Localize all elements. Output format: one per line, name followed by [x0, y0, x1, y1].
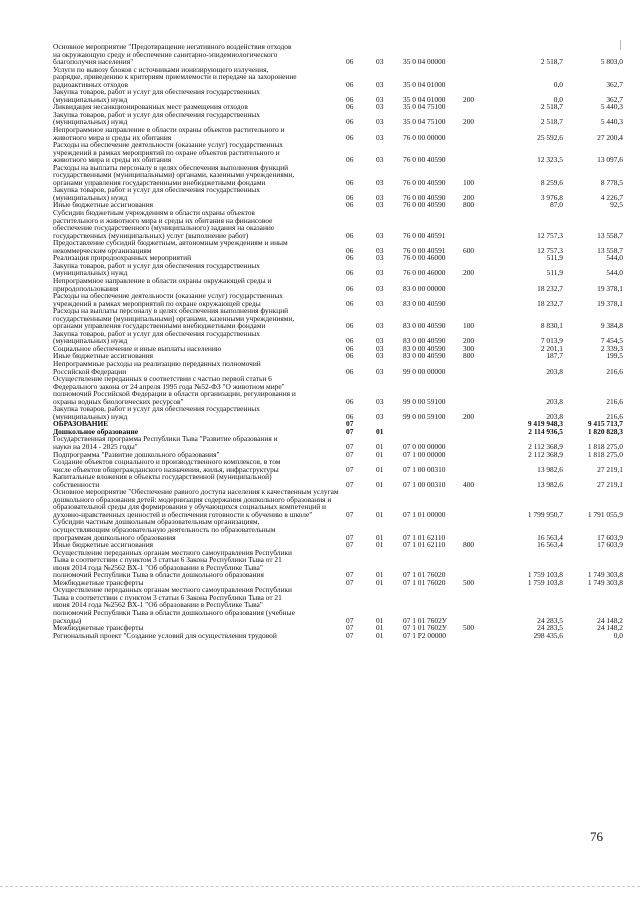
row-value-year2: 13 097,6 [597, 155, 623, 165]
row-section: 07 [346, 426, 354, 436]
row-subsection: 03 [376, 283, 384, 293]
row-target-article: 76 0 00 46000 [403, 253, 446, 263]
row-value-year1: 13 982,6 [537, 479, 563, 489]
row-value-year2: 9 384,8 [600, 321, 623, 331]
table-row [53, 307, 623, 330]
row-target-article: 35 0 04 01000 [403, 94, 446, 104]
row-section: 06 [346, 298, 354, 308]
row-name: Непрограммное направление в области охраны объектов растительного и животного мира и среды их обитания [53, 125, 285, 142]
row-target-article: 76 0 00 40591 [403, 245, 446, 255]
row-value-year2: 544,0 [606, 253, 623, 263]
row-subsection: 03 [376, 57, 384, 67]
row-target-article: 07 1 00 00310 [403, 464, 446, 474]
row-target-article: 07 1 00 00000 [403, 449, 446, 459]
row-section: 06 [346, 245, 354, 255]
row-value-year1: 0,0 [553, 79, 563, 89]
row-section: 07 [346, 532, 354, 542]
table-row [53, 488, 623, 518]
row-value-year2: 1 820 828,3 [587, 426, 623, 436]
row-section: 06 [346, 177, 354, 187]
row-name: Иные бюджетные ассигнования [53, 540, 154, 550]
table-row [53, 186, 623, 201]
row-subsection: 01 [376, 623, 384, 633]
row-value-year1: 187,7 [546, 351, 563, 361]
row-section: 06 [346, 155, 354, 165]
row-section: 06 [346, 411, 354, 421]
row-target-article: 07 1 00 00310 [403, 479, 446, 489]
row-expense-type: 200 [463, 268, 475, 278]
row-target-article: 07 1 01 62110 [403, 532, 446, 542]
row-subsection: 01 [376, 570, 384, 580]
row-value-year2: 1 818 275,0 [587, 441, 623, 451]
row-value-year2: 0,0 [613, 630, 623, 640]
row-expense-type: 100 [463, 177, 475, 187]
row-section: 06 [346, 200, 354, 210]
row-value-year1: 2 112 368,9 [528, 441, 563, 451]
row-section: 07 [346, 570, 354, 580]
row-value-year1: 13 982,6 [537, 464, 563, 474]
table-row [53, 88, 623, 103]
row-expense-type: 400 [463, 479, 475, 489]
row-value-year1: 203,8 [546, 396, 563, 406]
row-value-year2: 19 378,1 [597, 283, 623, 293]
row-section: 07 [346, 449, 354, 459]
row-value-year2: 27 219,1 [597, 464, 623, 474]
row-subsection: 01 [376, 540, 384, 550]
table-row [53, 375, 623, 405]
footer-divider [0, 886, 640, 887]
row-expense-type: 300 [463, 343, 475, 353]
table-row [53, 518, 623, 541]
row-name: Закупка товаров, работ и услуг для обеспечения государственных (муниципальных) нужд [53, 109, 260, 127]
row-subsection: 01 [376, 464, 384, 474]
row-subsection: 03 [376, 245, 384, 255]
row-value-year1: 12 323,5 [537, 155, 563, 165]
row-subsection: 03 [376, 132, 384, 142]
row-value-year2: 1 749 303,8 [587, 570, 623, 580]
row-subsection: 03 [376, 366, 384, 376]
row-value-year2: 199,5 [606, 351, 623, 361]
row-section: 07 [346, 419, 354, 429]
table-row [53, 435, 623, 450]
table-row [53, 66, 623, 89]
row-section: 07 [346, 479, 354, 489]
row-value-year1: 87,0 [550, 200, 563, 210]
row-value-year2: 4 226,7 [600, 192, 623, 202]
row-name: Предоставление субсидий бюджетным, автономным учреждениям и иным некоммерческим организациям [53, 238, 288, 255]
row-subsection: 01 [376, 449, 384, 459]
row-name: Межбюджетные трансферты [53, 623, 144, 633]
row-target-article: 83 0 00 40590 [403, 321, 446, 331]
row-subsection: 01 [376, 577, 384, 587]
row-name: Дошкольное образование [53, 426, 139, 436]
row-name: Основное мероприятие "Обеспечение равного доступа населения к качественным услугам дошкольного образования детей: модернизация содержания дошкольного образования и образовательной среды для формирования у обучающихся социальных компетенций и духовно-нравственных ценностей и обеспечения готовности к обучению в школе" [53, 487, 339, 519]
table-row [53, 111, 623, 126]
row-target-article: 76 0 00 46000 [403, 268, 446, 278]
row-section: 06 [346, 283, 354, 293]
row-name: Закупка товаров, работ и услуг для обеспечения государственных (муниципальных) нужд [53, 87, 260, 104]
row-value-year1: 18 232,7 [537, 283, 563, 293]
table-row [53, 141, 623, 164]
row-expense-type: 500 [463, 623, 475, 633]
row-target-article: 35 0 04 75100 [403, 102, 446, 112]
row-subsection: 03 [376, 230, 384, 240]
row-value-year1: 298 435,6 [533, 630, 563, 640]
row-value-year2: 216,6 [606, 396, 623, 406]
row-subsection: 03 [376, 253, 384, 263]
row-section: 06 [346, 396, 354, 406]
row-subsection: 03 [376, 298, 384, 308]
row-value-year1: 2 518,7 [540, 102, 563, 112]
row-name: Расходы на обеспечение деятельности (оказание услуг) государственных учреждений в рамках мероприятий по охране объектов растительного и животного мира и среды их обитания [53, 140, 284, 165]
row-subsection: 03 [376, 396, 384, 406]
row-value-year2: 17 603,9 [597, 540, 623, 550]
row-value-year1: 2 112 368,9 [528, 449, 563, 459]
row-value-year2: 24 148,2 [597, 623, 623, 633]
row-subsection: 03 [376, 177, 384, 187]
row-name: Создание объектов социального и производственного комплексов, в том числе объектов общегражданского назначения, жилья, инфраструктуры [53, 457, 281, 474]
row-subsection: 03 [376, 321, 384, 331]
row-target-article: 83 0 00 40590 [403, 336, 446, 346]
page-number: 76 [590, 829, 603, 844]
row-subsection: 03 [376, 343, 384, 353]
row-value-year1: 12 757,3 [537, 230, 563, 240]
row-target-article: 83 0 00 40590 [403, 298, 446, 308]
row-value-year1: 3 976,8 [540, 192, 563, 202]
row-subsection: 03 [376, 79, 384, 89]
row-subsection: 01 [376, 630, 384, 640]
table-row [53, 330, 623, 345]
row-section: 06 [346, 94, 354, 104]
row-subsection: 03 [376, 155, 384, 165]
row-section: 06 [346, 192, 354, 202]
row-value-year1: 0,0 [553, 94, 563, 104]
row-value-year2: 19 378,1 [597, 298, 623, 308]
row-subsection: 03 [376, 102, 384, 112]
row-section: 07 [346, 464, 354, 474]
row-value-year2: 1 818 275,0 [587, 449, 623, 459]
row-value-year2: 216,6 [606, 366, 623, 376]
row-name: Осуществление переданных органам местного самоуправления Республики Тыва в соответствии с пунктом 3 статьи 6 Закона Республики Тыва от 21 июня 2014 года №2562 ВХ-1 "Об образовании в Республике Тыва" полномочий Республики Тыва в области дошкольного образования [53, 547, 292, 580]
row-target-article: 83 0 00 40590 [403, 343, 446, 353]
row-subsection: 01 [376, 509, 384, 519]
row-expense-type: 200 [463, 336, 475, 346]
table-row [53, 458, 623, 473]
row-section: 06 [346, 366, 354, 376]
row-subsection: 01 [376, 441, 384, 451]
row-value-year2: 2 339,3 [600, 343, 623, 353]
row-name: Закупка товаров, работ и услуг для обеспечения государственных (муниципальных) нужд [53, 260, 260, 278]
table-row [53, 586, 623, 624]
row-section: 07 [346, 630, 354, 640]
row-name: Субсидии частным дошкольным образовательным организациям, осуществляющим образовательную деятельность по образовательным программам дошкольного образования [53, 517, 276, 542]
row-name: Услуги по вывозу блоков с источниками ионизирующего излучения, разрядке, приведению к критериям приемлемости и передаче на захоронение радиоактивных отходов [53, 64, 297, 89]
row-name: Расходы на выплаты персоналу в целях обеспечения выполнения функций государственными (муниципальными) органами, казенными учреждениями, органами управления государственными внебюджетными фондами [53, 306, 295, 331]
row-value-year2: 362,7 [606, 94, 623, 104]
row-value-year2: 1 791 055,9 [587, 509, 623, 519]
row-section: 07 [346, 441, 354, 451]
table-row [53, 360, 623, 375]
row-target-article: 83 0 00 40590 [403, 351, 446, 361]
row-name: Основное мероприятие "Предотвращение негативного воздействия отходов на окружающую среду и обеспечение санитарно-эпидемиологического благополучия населения" [53, 42, 292, 67]
row-section: 07 [346, 615, 354, 625]
table-row [53, 632, 623, 640]
row-name: ОБРАЗОВАНИЕ [53, 419, 109, 429]
row-section: 06 [346, 79, 354, 89]
row-value-year1: 1 759 103,8 [527, 577, 563, 587]
row-section: 06 [346, 132, 354, 142]
row-name: Иные бюджетные ассигнования [53, 200, 154, 210]
row-value-year2: 544,0 [606, 268, 623, 278]
row-target-article: 99 0 00 59100 [403, 411, 446, 421]
table-row [53, 43, 623, 66]
row-value-year1: 2 201,1 [540, 343, 563, 353]
row-subsection: 03 [376, 411, 384, 421]
row-value-year1: 8 830,1 [540, 321, 563, 331]
row-subsection: 01 [376, 479, 384, 489]
row-expense-type: 800 [463, 200, 475, 210]
row-value-year1: 16 563,4 [537, 540, 563, 550]
row-value-year1: 203,8 [546, 411, 563, 421]
row-subsection: 03 [376, 192, 384, 202]
row-value-year2: 92,5 [610, 200, 623, 210]
row-value-year1: 511,9 [546, 253, 563, 263]
row-section: 06 [346, 57, 354, 67]
table-row [53, 262, 623, 277]
table-row [53, 239, 623, 254]
row-expense-type: 600 [463, 245, 475, 255]
row-value-year1: 18 232,7 [537, 298, 563, 308]
row-value-year2: 24 148,2 [597, 615, 623, 625]
row-value-year1: 1 799 950,7 [527, 509, 563, 519]
row-value-year1: 24 283,5 [537, 623, 563, 633]
row-expense-type: 200 [463, 192, 475, 202]
row-subsection: 03 [376, 200, 384, 210]
row-target-article: 76 0 00 40590 [403, 177, 446, 187]
row-value-year1: 16 563,4 [537, 532, 563, 542]
row-name: Подпрограмма "Развитие дошкольного образования" [53, 449, 220, 459]
row-value-year2: 27 200,4 [597, 132, 623, 142]
row-target-article: 07 1 01 7602У [403, 623, 448, 633]
row-target-article: 07 1 01 76020 [403, 570, 446, 580]
row-value-year2: 13 558,7 [597, 230, 623, 240]
row-name: Реализация природоохранных мероприятий [53, 253, 192, 263]
row-section: 06 [346, 253, 354, 263]
row-section: 07 [346, 623, 354, 633]
row-target-article: 76 0 00 00000 [403, 132, 446, 142]
row-target-article: 35 0 04 00000 [403, 57, 446, 67]
table-row [53, 126, 623, 141]
row-subsection: 03 [376, 336, 384, 346]
row-value-year2: 362,7 [606, 79, 623, 89]
table-row [53, 164, 623, 187]
row-section: 06 [346, 230, 354, 240]
row-subsection: 03 [376, 268, 384, 278]
row-value-year2: 216,6 [606, 411, 623, 421]
row-name: Региональный проект "Создание условий для осуществления трудовой [53, 630, 277, 640]
row-section: 06 [346, 102, 354, 112]
row-expense-type: 200 [463, 411, 475, 421]
row-value-year2: 9 415 713,7 [587, 419, 623, 429]
row-expense-type: 100 [463, 321, 475, 331]
row-name: Осуществление переданных в соответствии с частью первой статьи 6 Федерального закона от 24 апреля 1995 года №52-ФЗ "О животном мире" полномочий Российской Федерации в области организации, регулирования и охраны водных биологических ресурсов" [53, 374, 296, 406]
row-name: Расходы на выплаты персоналу в целях обеспечения выполнения функций государственными (муниципальными) органами, казенными учреждениями, органами управления государственными внебюджетными фондами [53, 162, 295, 187]
row-value-year1: 12 757,3 [537, 245, 563, 255]
row-target-article: 99 0 00 00000 [403, 366, 446, 376]
row-target-article: 07 0 00 00000 [403, 441, 446, 451]
row-name: Закупка товаров, работ и услуг для обеспечения государственных (муниципальных) нужд [53, 328, 260, 346]
row-value-year2: 27 219,1 [597, 479, 623, 489]
row-section: 06 [346, 117, 354, 127]
row-expense-type: 800 [463, 351, 475, 361]
row-target-article: 07 1 01 76020 [403, 577, 446, 587]
table-row [53, 405, 623, 420]
row-name: Расходы на обеспечение деятельности (оказание услуг) государственных учреждений в рамках мероприятий по охране окружающей среды [53, 291, 284, 308]
row-name: Ликвидация несанкционированных мест размещения отходов [53, 102, 248, 112]
row-target-article: 83 0 00 00000 [403, 283, 446, 293]
row-expense-type: 800 [463, 540, 475, 550]
row-target-article: 76 0 00 40590 [403, 200, 446, 210]
row-value-year1: 2 114 936,5 [528, 426, 563, 436]
row-value-year1: 511,9 [546, 268, 563, 278]
row-value-year2: 5 440,3 [600, 102, 623, 112]
row-value-year1: 8 259,6 [540, 177, 563, 187]
table-row [53, 292, 623, 307]
row-target-article: 35 0 04 01000 [403, 79, 446, 89]
row-target-article: 76 0 00 40590 [403, 192, 446, 202]
row-value-year1: 1 759 103,8 [527, 570, 563, 580]
row-value-year1: 25 592,6 [537, 132, 563, 142]
row-section: 06 [346, 268, 354, 278]
row-value-year1: 7 013,9 [540, 336, 563, 346]
row-subsection: 01 [376, 426, 384, 436]
row-name: Иные бюджетные ассигнования [53, 351, 154, 361]
row-target-article: 07 1 01 62110 [403, 540, 446, 550]
row-value-year2: 5 440,3 [600, 117, 623, 127]
row-section: 06 [346, 321, 354, 331]
row-name: Закупка товаров, работ и услуг для обеспечения государственных (муниципальных) нужд [53, 404, 260, 421]
row-target-article: 76 0 00 40590 [403, 155, 446, 165]
row-value-year2: 5 803,0 [600, 57, 623, 67]
row-subsection: 01 [376, 615, 384, 625]
table-row [53, 549, 623, 579]
row-value-year2: 8 778,5 [600, 177, 623, 187]
row-value-year1: 2 518,7 [540, 57, 563, 67]
row-value-year2: 7 454,5 [600, 336, 623, 346]
budget-table [53, 43, 623, 639]
row-target-article: 99 0 00 59100 [403, 396, 446, 406]
table-row [53, 277, 623, 292]
row-target-article: 35 0 04 75100 [403, 117, 446, 127]
row-section: 07 [346, 509, 354, 519]
row-subsection: 03 [376, 117, 384, 127]
row-value-year1: 203,8 [546, 366, 563, 376]
row-name: Капитальные вложения в объекты государственной (муниципальной) собственности [53, 472, 272, 489]
table-row [53, 473, 623, 488]
row-expense-type: 500 [463, 577, 475, 587]
row-target-article: 07 1 P2 00000 [403, 630, 446, 640]
row-subsection: 01 [376, 532, 384, 542]
table-row [53, 209, 623, 239]
row-name: Социальное обеспечение и иные выплаты населению [53, 343, 222, 353]
row-subsection: 03 [376, 351, 384, 361]
row-name: Субсидии бюджетным учреждениям в области охраны объектов растительного и животного мира и среды их обитания на финансовое обеспечение государственного (муниципального) задания на оказание государственных (муниципальных) услуг (выполнение работ) [53, 208, 275, 240]
row-expense-type: 200 [463, 94, 475, 104]
row-section: 07 [346, 540, 354, 550]
row-name: Закупка товаров, работ и услуг для обеспечения государственных (муниципальных) нужд [53, 185, 260, 202]
row-name: Непрограммное направление в области охраны окружающей среды и природопользования [53, 275, 272, 293]
row-name: Непрограммные расходы на реализацию переданных полномочий Российской Федерации [53, 358, 261, 376]
row-value-year1: 24 283,5 [537, 615, 563, 625]
row-expense-type: 200 [463, 117, 475, 127]
row-name: Осуществление переданных органам местного самоуправления Республики Тыва в соответствии с пунктом 3 статьи 6 Закона Республики Тыва от 21 июня 2014 года №2562 ВХ-1 "Об образовании в Республике Тыва" полномочий Республики Тыва в области дошкольного образования (учебные расходы) [53, 585, 295, 625]
row-name: Государственная программа Республики Тыва "Развитие образования и науки на 2014 - 2025 годы" [53, 434, 278, 451]
row-target-article: 07 1 01 00000 [403, 509, 446, 519]
row-section: 06 [346, 351, 354, 361]
row-value-year2: 1 749 303,8 [587, 577, 623, 587]
row-value-year1: 2 518,7 [540, 117, 563, 127]
row-value-year2: 17 603,9 [597, 532, 623, 542]
row-name: Межбюджетные трансферты [53, 577, 144, 587]
row-target-article: 07 1 01 7602У [403, 615, 448, 625]
row-section: 06 [346, 336, 354, 346]
row-subsection: 03 [376, 94, 384, 104]
row-section: 07 [346, 577, 354, 587]
row-section: 06 [346, 343, 354, 353]
row-value-year2: 13 558,7 [597, 245, 623, 255]
row-target-article: 76 0 00 40591 [403, 230, 446, 240]
row-value-year1: 9 419 948,3 [527, 419, 563, 429]
